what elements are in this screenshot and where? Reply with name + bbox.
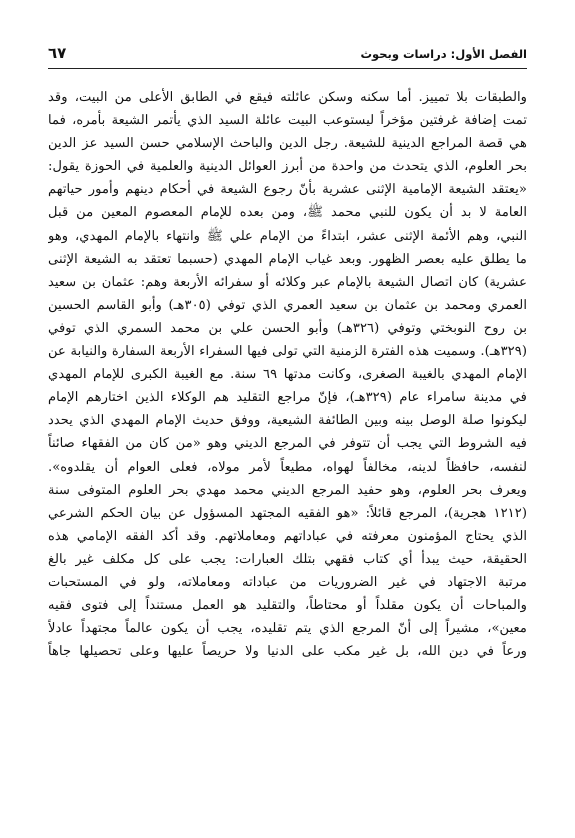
- text-line: مرتبة الاجتهاد في غير الضروريات من عباداته ومعاملاته، ولو في المستحبات: [48, 574, 527, 590]
- text-line: العمري ومحمد بن عثمان بن سعيد العمري الذي توفي (٣٠٥هـ) وأبو القاسم الحسين: [48, 297, 527, 313]
- text-line: العامة لا بد أن يكون للنبي محمد ﷺ، ومن بعده للإمام المعصوم المعين من قبل: [48, 205, 527, 221]
- text-line: عشرية) كان اتصال الشيعة بالإمام عبر وكلائه أو سفرائه الأربعة وهم: عثمان بن سعيد: [48, 274, 527, 290]
- body-text: [48, 86, 527, 663]
- text-line: والطبقات بلا تمييز. أما سكنه وسكن عائلته فيقع في الطابق الأعلى من البيت، وقد: [48, 90, 527, 105]
- text-line: تمت إضافة غرفتين مؤخراً ليستوعب البيت عائلة السيد الذي يأتمر الشيعة بأمره، فما: [48, 113, 527, 129]
- text-line: فيه الشروط التي يجب أن تتوفر في المرجع الديني وهو «من كان من الفقهاء صائناً: [48, 436, 527, 452]
- text-line: (٣٢٩هـ). وسميت هذه الفترة الزمنية التي تولى فيها السفراء الأربعة السفارة والنيابة عن: [48, 344, 527, 360]
- text-line: الإمام المهدي بالغيبة الصغرى، وكانت مدتها ٦٩ سنة. مع الغيبة الكبرى للإمام المهدي: [48, 367, 527, 383]
- text-line: الذي يحتاج المؤمنون معرفته في عباداتهم ومعاملاتهم. وقد أكد الفقه الإمامي هذه: [48, 528, 527, 544]
- text-line: ورعاً في دين الله، بل غير مكب على الدنيا ولا حريصاً عليها وعلى تحصيلها جاهاً: [48, 644, 527, 660]
- text-line: ويعرف بحر العلوم، وهو حفيد المرجع الديني محمد مهدي بحر العلوم المتوفى سنة: [48, 482, 527, 498]
- chapter-title: الفصل الأول: دراسات وبحوث: [360, 47, 527, 61]
- page-number: ٦٧: [48, 44, 67, 62]
- text-line: الحقيقة، حيث يبدأ أي كتاب فقهي بتلك العبارات: يجب على كل مكلف غير بالغ: [48, 551, 527, 567]
- text-line: معين»، مشيراً إلى أنّ المرجع الذي يتم تقليده، يجب أن يكون عالماً مجتهداً عادلاً: [48, 621, 527, 637]
- text-line: النبي، وهم الأئمة الإثنى عشر، ابتداءً من الإمام علي ﷺ وانتهاء بالإمام المهدي، وهو: [48, 228, 527, 244]
- text-line: بحر العلوم، الذي يتحدث من واحدة من أبرز العوائل الدينية والعلمية في الحوزة يقول:: [48, 159, 527, 175]
- header-divider: [48, 68, 527, 69]
- running-header: [48, 44, 527, 66]
- text-line: ليكونوا صلة الوصل بينه وبين الطائفة الشيعية، ووفق حديث الإمام المهدي الذي يحدد: [48, 413, 527, 429]
- text-line: بن روح النوبختي وتوفي (٣٢٦هـ) وأبو الحسن علي بن محمد السمري الذي توفي: [48, 320, 527, 336]
- text-line: هي قصة المراجع الدينية للشيعة. رجل الدين والباحث الإسلامي حسن السيد عز الدين: [48, 136, 527, 152]
- text-line: في مدينة سامراء عام (٣٢٩هـ)، فإنّ مراجع التقليد هم الوكلاء الذين اختارهم الإمام: [48, 390, 527, 406]
- text-line: (١٢١٢ هجرية)، المرجع قائلاً: «هو الفقيه المجتهد المسؤول عن بيان الحكم الشرعي: [48, 505, 527, 521]
- text-line: لنفسه، حافظاً لدينه، مخالفاً لهواه، مطيعاً لأمر مولاه، فعلى العوام أن يقلدوه».: [48, 459, 527, 475]
- text-line: «يعتقد الشيعة الإمامية الإثنى عشرية بأنّ رجوع الشيعة في أحكام دينهم وأمور حياتهم: [48, 182, 527, 198]
- text-line: والمباحات أن يكون مقلداً أو محتاطاً، والتقليد هو العمل مستنداً إلى فتوى فقيه: [48, 598, 527, 614]
- text-line: ما يطلق عليه بعصر الظهور. وبعد غياب الإمام المهدي (حسبما تعتقد به الشيعة الإثنى: [48, 251, 527, 267]
